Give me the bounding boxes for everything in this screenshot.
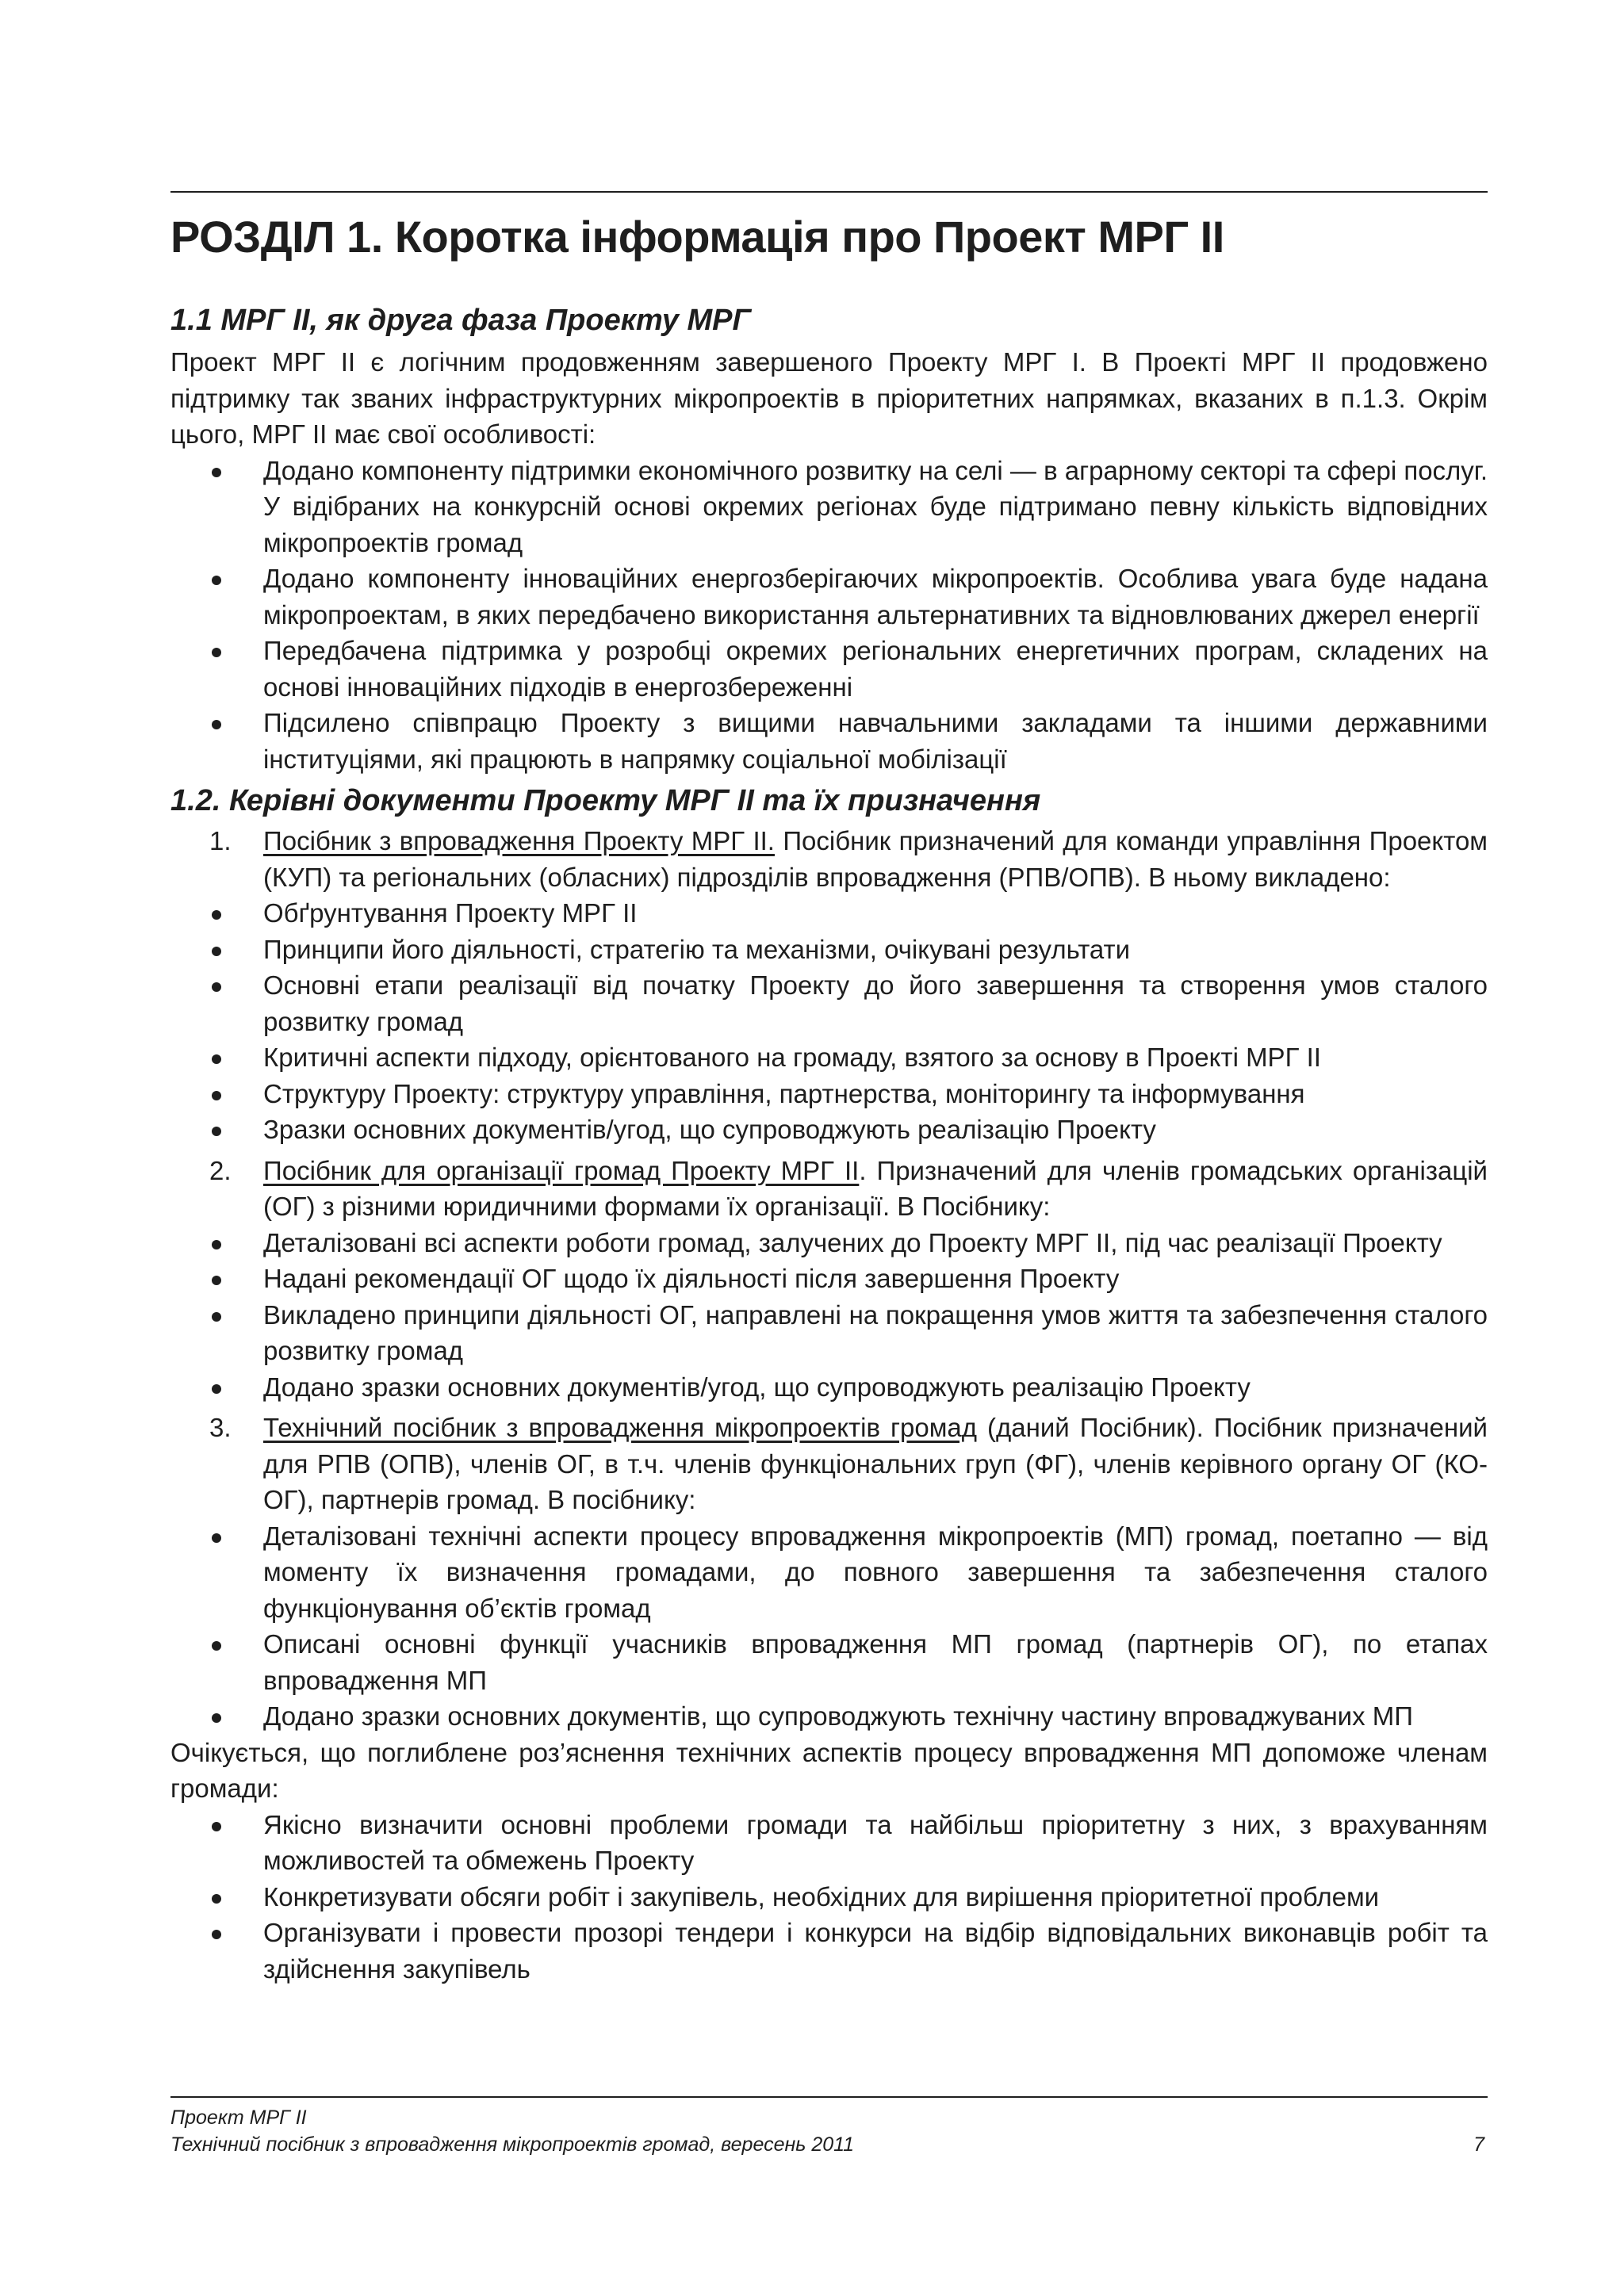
document-2-contents bbox=[170, 1225, 1488, 1406]
list-item: Деталізовані технічні аспекти процесу впровадження мікропроектів (МП) громад, поетапно — від моменту їх визначення громадами, до повного завершення та забезпечення сталого функціонування об’єктів громад bbox=[170, 1518, 1488, 1627]
list-item: Додано компоненту підтримки економічного розвитку на селі — в аграрному секторі та сфері послуг. У відібраних на конкурсній основі окремих регіонах буде підтримано певну кількість відповідних мікропроектів громад bbox=[170, 453, 1488, 561]
list-item: Зразки основних документів/угод, що супроводжують реалізацію Проекту bbox=[170, 1112, 1488, 1148]
list-item: Викладено принципи діяльності ОГ, направлені на покращення умов життя та забезпечення сталого розвитку громад bbox=[170, 1297, 1488, 1369]
item-number: 1. bbox=[209, 826, 232, 855]
list-item: Описані основні функції учасників впровадження МП громад (партнерів ОГ), по етапах впровадження МП bbox=[170, 1626, 1488, 1698]
document-3-contents bbox=[170, 1518, 1488, 1735]
list-item: Організувати і провести прозорі тендери і конкурси на відбір відповідальних виконавців робіт та здійснення закупівель bbox=[170, 1915, 1488, 1987]
closing-list bbox=[170, 1807, 1488, 1988]
list-item: Якісно визначити основні проблеми громади та найбільш пріоритетну з них, з врахуванням можливостей та обмежень Проекту bbox=[170, 1807, 1488, 1879]
page-title: РОЗДІЛ 1. Коротка інформація про Проект МРГ ІІ bbox=[170, 212, 1224, 262]
list-item: Принципи його діяльності, стратегію та механізми, очікувані результати bbox=[170, 932, 1488, 968]
section-heading-1-2: 1.2. Керівні документи Проекту МРГ ІІ та їх призначення bbox=[170, 784, 1041, 817]
footer-publication: Технічний посібник з впровадження мікропроектів громад, вересень 2011 bbox=[170, 2133, 855, 2156]
closing-intro: Очікується, що поглиблене роз’яснення технічних аспектів процесу впровадження МП допоможе членам громади: bbox=[170, 1737, 1488, 1803]
document-description: (даний Посібник). Посібник призначений для РПВ (ОПВ), членів ОГ, в т.ч. членів функціональних груп (ФГ), членів керівного органу ОГ (КО-ОГ), партнерів громад. В посібнику: bbox=[263, 1413, 1488, 1514]
list-item: Критичні аспекти підходу, орієнтованого на громаду, взятого за основу в Проекті МРГ ІІ bbox=[170, 1039, 1488, 1076]
list-item: Конкретизувати обсяги робіт і закупівель, необхідних для вирішення пріоритетної проблеми bbox=[170, 1879, 1488, 1915]
features-list bbox=[170, 453, 1488, 778]
document-description: . Призначений для членів громадських організацій (ОГ) з різними юридичними формами їх організації. В Посібнику: bbox=[263, 1155, 1488, 1221]
document-title: Посібник для організації громад Проекту МРГ ІІ bbox=[263, 1155, 860, 1185]
page-number: 7 bbox=[1473, 2133, 1484, 2156]
list-item: Підсилено співпрацю Проекту з вищими навчальними закладами та іншими державними інституціями, які працюють в напрямку соціальної мобілізації bbox=[170, 705, 1488, 777]
document-item-2 bbox=[170, 1153, 1488, 1225]
footer-rule bbox=[170, 2096, 1488, 2098]
footer-project: Проект МРГ ІІ bbox=[170, 2107, 307, 2129]
top-rule bbox=[170, 191, 1488, 193]
list-item: Основні етапи реалізації від початку Проекту до його завершення та створення умов сталого розвитку громад bbox=[170, 967, 1488, 1039]
content-flow bbox=[170, 300, 1488, 1987]
document-item-1 bbox=[170, 823, 1488, 895]
item-number: 3. bbox=[209, 1413, 232, 1442]
document-title: Технічний посібник з впровадження мікропроектів громад bbox=[263, 1413, 978, 1442]
list-item: Обґрунтування Проекту МРГ ІІ bbox=[170, 895, 1488, 932]
list-item: Додано зразки основних документів, що супроводжують технічну частину впроваджуваних МП bbox=[170, 1698, 1488, 1735]
list-item: Структуру Проекту: структуру управління, партнерства, моніторингу та інформування bbox=[170, 1076, 1488, 1112]
list-item: Надані рекомендації ОГ щодо їх діяльності після завершення Проекту bbox=[170, 1261, 1488, 1297]
section-heading-1-1: 1.1 МРГ ІІ, як друга фаза Проекту МРГ bbox=[170, 304, 751, 337]
document-description: Посібник призначений для команди управління Проектом (КУП) та регіональних (обласних) підрозділів впровадження (РПВ/ОПВ). В ньому викладено: bbox=[263, 826, 1488, 892]
list-item: Передбачена підтримка у розробці окремих регіональних енергетичних програм, складених на основі інноваційних підходів в енергозбереженні bbox=[170, 633, 1488, 705]
list-item: Деталізовані всі аспекти роботи громад, залучених до Проекту МРГ ІІ, під час реалізації Проекту bbox=[170, 1225, 1488, 1261]
list-item: Додано зразки основних документів/угод, що супроводжують реалізацію Проекту bbox=[170, 1369, 1488, 1406]
item-number: 2. bbox=[209, 1155, 232, 1185]
document-title: Посібник з впровадження Проекту МРГ ІІ. bbox=[263, 826, 775, 855]
section-1-1-intro: Проект МРГ ІІ є логічним продовженням завершеного Проекту МРГ І. В Проекті МРГ ІІ продовжено підтримку так званих інфраструктурних мікропроектів в пріоритетних напрямках, вказаних в п.1.3. Окрім цього, МРГ ІІ має свої особливості: bbox=[170, 347, 1488, 449]
document-item-3 bbox=[170, 1410, 1488, 1518]
list-item: Додано компоненту інноваційних енергозберігаючих мікропроектів. Особлива увага буде надана мікропроектам, в яких передбачено використання альтернативних та відновлюваних джерел енергії bbox=[170, 561, 1488, 633]
document-1-contents bbox=[170, 895, 1488, 1148]
page-footer bbox=[170, 2104, 1488, 2158]
